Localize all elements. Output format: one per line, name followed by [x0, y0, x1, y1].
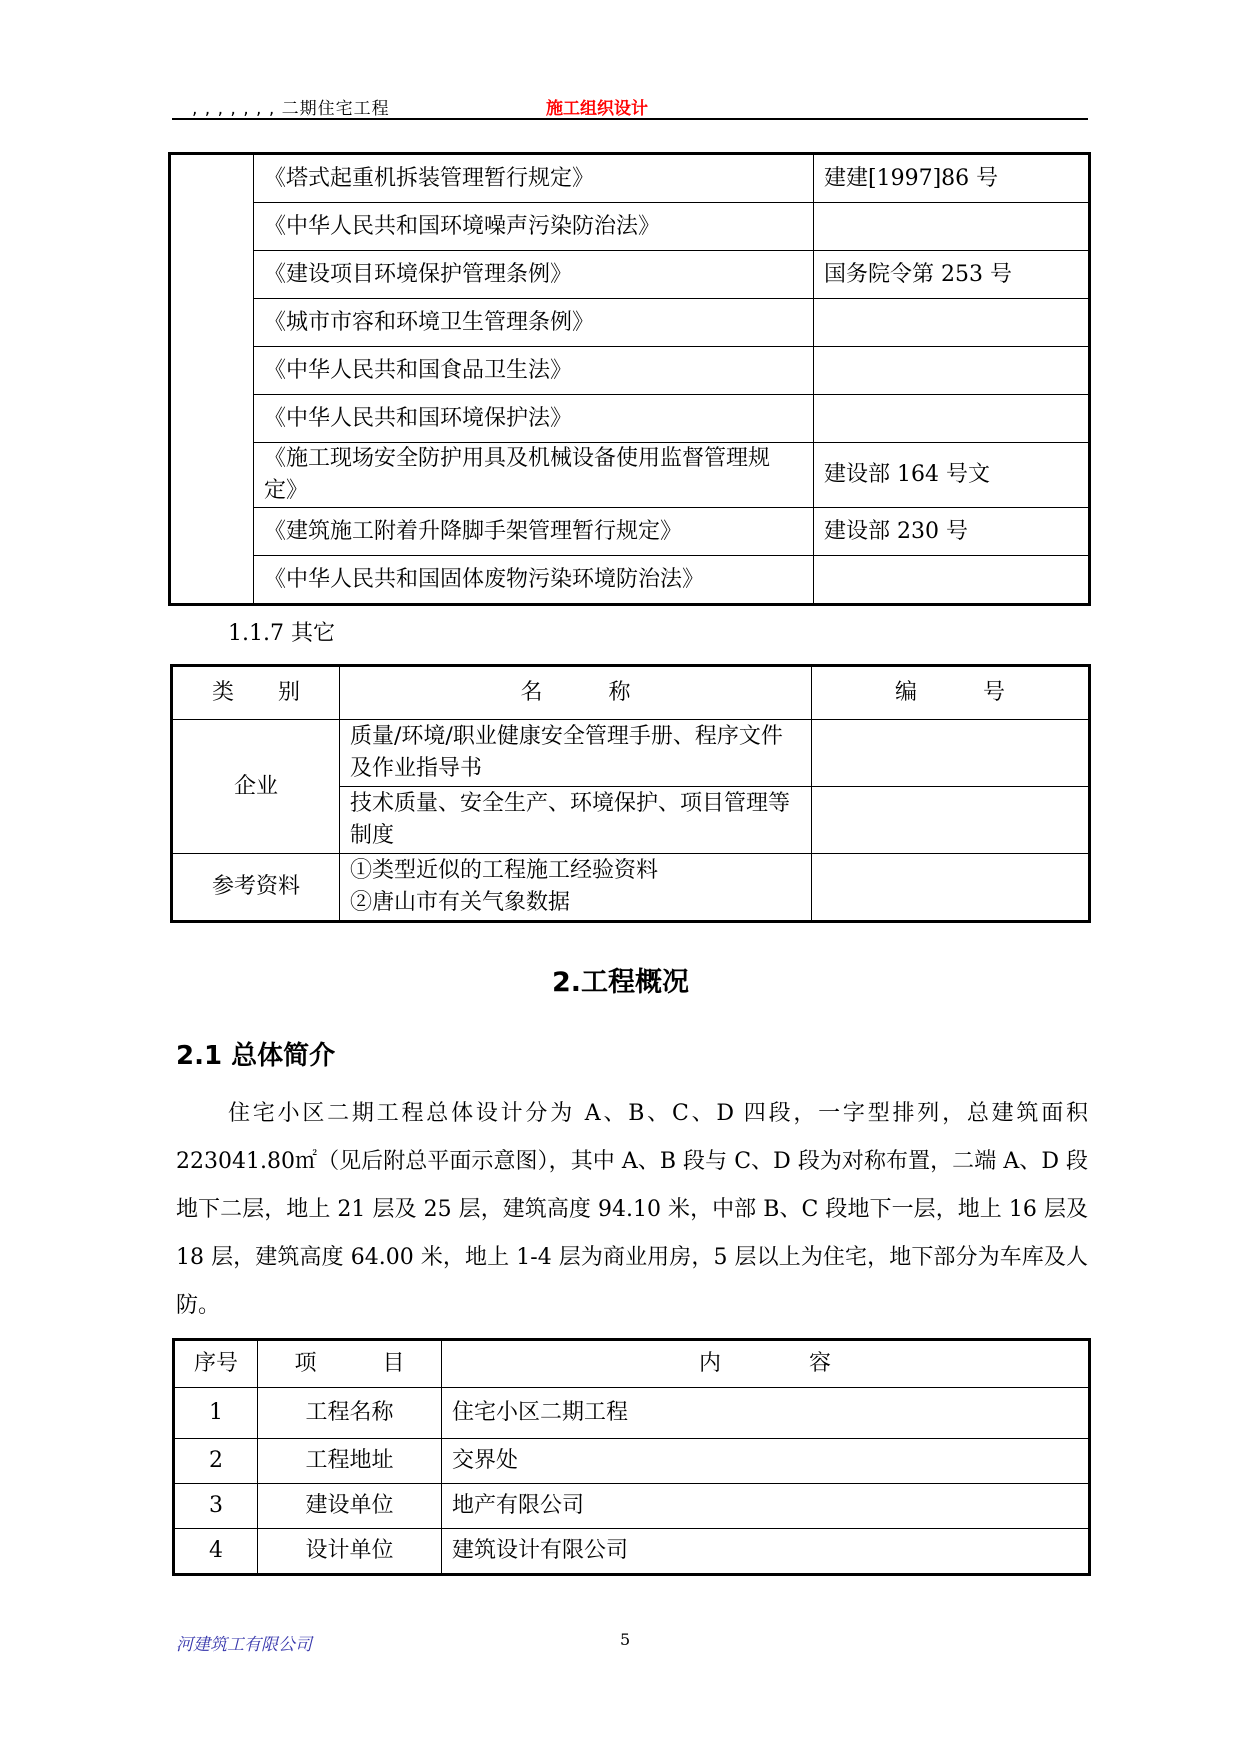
regulation-code: 国务院令第 253 号: [814, 251, 1090, 299]
header-category: 类 别: [172, 666, 340, 720]
regulation-code: 建建[1997]86 号: [814, 154, 1090, 203]
regulation-code: [814, 203, 1090, 251]
row-item: 建设单位: [258, 1484, 442, 1529]
regulation-name: 《中华人民共和国固体废物污染环境防治法》: [254, 556, 814, 605]
header-name: 名 称: [340, 666, 812, 720]
header-no: 序号: [174, 1340, 258, 1388]
header-doc-type: 施工组织设计: [546, 99, 648, 119]
header-project: , , , , , , , 二期住宅工程: [192, 99, 390, 119]
enterprise-item: 技术质量、安全生产、环境保护、项目管理等制度: [340, 787, 812, 854]
row-no: 3: [174, 1484, 258, 1529]
table-row: [170, 395, 1090, 443]
table-row: [170, 154, 1090, 203]
row-no: 1: [174, 1388, 258, 1439]
regulation-name: 《施工现场安全防护用具及机械设备使用监督管理规定》: [254, 443, 814, 508]
overview-table: [172, 1338, 1091, 1576]
regulation-name: 《城市市容和环境卫生管理条例》: [254, 299, 814, 347]
header-item: 项 目: [258, 1340, 442, 1388]
regulation-code: 建设部 164 号文: [814, 443, 1090, 508]
table-row: [170, 508, 1090, 556]
subsection-title: 1.1.7 其它: [228, 621, 335, 646]
other-table: [170, 664, 1091, 923]
enterprise-label: 企业: [172, 720, 340, 854]
regulation-name: 《中华人民共和国环境保护法》: [254, 395, 814, 443]
row-content: 建筑设计有限公司: [442, 1529, 1090, 1575]
blank-category-cell: [170, 154, 254, 605]
table-row: [172, 720, 1090, 787]
regulation-code: [814, 299, 1090, 347]
page-number: 5: [620, 1630, 631, 1649]
row-content: 交界处: [442, 1439, 1090, 1484]
row-content: 地产有限公司: [442, 1484, 1090, 1529]
row-item: 工程地址: [258, 1439, 442, 1484]
enterprise-item: 质量/环境/职业健康安全管理手册、程序文件及作业指导书: [340, 720, 812, 787]
table-row: [174, 1529, 1090, 1575]
table-row: [174, 1439, 1090, 1484]
regulation-name: 《建设项目环境保护管理条例》: [254, 251, 814, 299]
footer-company: 河建筑工有限公司: [176, 1635, 312, 1655]
row-content: 住宅小区二期工程: [442, 1388, 1090, 1439]
table-row: [170, 443, 1090, 508]
reference-item: ②唐山市有关气象数据: [350, 890, 571, 915]
regulation-code: [814, 395, 1090, 443]
row-item: 设计单位: [258, 1529, 442, 1575]
enterprise-number: [812, 787, 1090, 854]
row-item: 工程名称: [258, 1388, 442, 1439]
enterprise-number: [812, 720, 1090, 787]
table-row: [174, 1388, 1090, 1439]
section-title: 2.1 总体简介: [176, 1041, 336, 1071]
table-row: [170, 203, 1090, 251]
row-no: 4: [174, 1529, 258, 1575]
reference-item: ①类型近似的工程施工经验资料: [350, 858, 659, 883]
regulation-name: 《中华人民共和国食品卫生法》: [254, 347, 814, 395]
overview-paragraph: 住宅小区二期工程总体设计分为 A、B、C、D 四段，一字型排列，总建筑面积 223041.80㎡（见后附总平面示意图），其中 A、B 段与 C、D 段为对称布置，二端 A、D 段地下二层，地上 21 层及 25 层，建筑高度 94.10 米，中部 B、C 段地下一层，地上 16 层及 18 层，建筑高度 64.00 米，地上 1-4 层为商业用房，5 层以上为住宅，地下部分为车库及人防。: [176, 1101, 1088, 1318]
header-content: 内 容: [442, 1340, 1090, 1388]
regulation-name: 《中华人民共和国环境噪声污染防治法》: [254, 203, 814, 251]
regulation-code: [814, 347, 1090, 395]
table-row: [170, 347, 1090, 395]
reference-label: 参考资料: [172, 854, 340, 922]
regulation-code: 建设部 230 号: [814, 508, 1090, 556]
page-header: [172, 86, 1088, 120]
table-row: [172, 854, 1090, 922]
reference-number: [812, 854, 1090, 922]
chapter-title: 2.工程概况: [551, 967, 690, 998]
reference-items: [340, 854, 812, 922]
regulation-code: [814, 556, 1090, 605]
header-number: 编 号: [812, 666, 1090, 720]
row-no: 2: [174, 1439, 258, 1484]
table-row: [170, 299, 1090, 347]
table-header-row: [172, 666, 1090, 720]
table-header-row: [174, 1340, 1090, 1388]
table-row: [170, 556, 1090, 605]
regulation-name: 《建筑施工附着升降脚手架管理暂行规定》: [254, 508, 814, 556]
table-row: [170, 251, 1090, 299]
regulation-name: 《塔式起重机拆装管理暂行规定》: [254, 154, 814, 203]
table-row: [174, 1484, 1090, 1529]
regulations-table: [168, 152, 1091, 606]
